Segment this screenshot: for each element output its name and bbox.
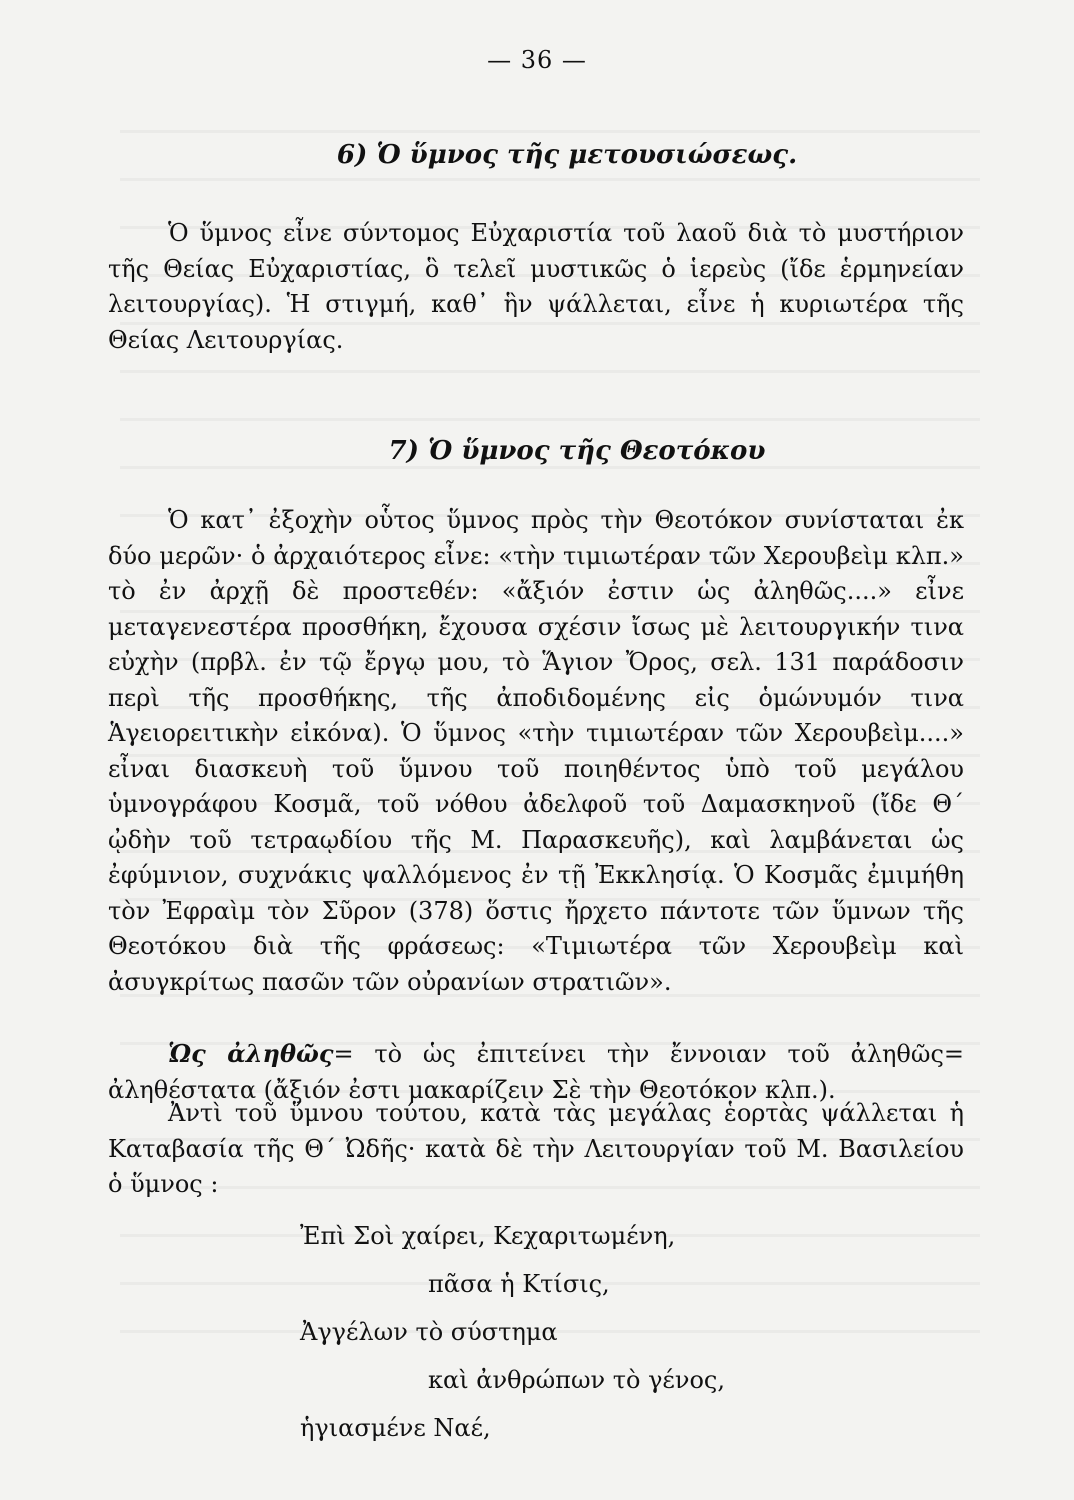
hymn-line: Ἐπὶ Σοὶ χαίρει, Κεχαριτωμένη, <box>300 1222 676 1250</box>
hymn-line: καὶ ἀνθρώπων τὸ γένος, <box>428 1366 725 1394</box>
section-6-paragraph: Ὁ ὕμνος εἶνε σύντομος Εὐχαριστία τοῦ λαοῦ διὰ τὸ μυστήριον τῆς Θείας Εὐχαριστίας, ὃ τελεῖ μυστικῶς ὁ ἱερεὺς (ἴδε ἑρμηνείαν λειτουργίας). Ἡ στιγμή, καθ᾿ ἣν ψάλλεται, εἶνε ἡ κυριωτέρα τῆς Θείας Λειτουργίας. <box>108 219 964 354</box>
katavasia-paragraph: Ἀντὶ τοῦ ὕμνου τούτου, κατὰ τὰς μεγάλας ἑορτὰς ψάλλεται ἡ Καταβασία τῆς Θ´ Ὠδῆς· κατὰ δὲ τὴν Λειτουργίαν τοῦ Μ. Βασιλείου ὁ ὕμνος : <box>108 1099 964 1198</box>
note-term: Ὡς ἀληθῶς <box>168 1039 334 1068</box>
page-number: — 36 — <box>487 46 587 74</box>
hymn-line: Ἀγγέλων τὸ σύστημα <box>300 1318 558 1346</box>
hymn-line: πᾶσα ἡ Κτίσις, <box>428 1270 610 1298</box>
hymn-line: ἡγιασμένε Ναέ, <box>300 1414 491 1442</box>
section-7-paragraph: Ὁ κατ᾿ ἐξοχὴν οὗτος ὕμνος πρὸς τὴν Θεοτόκον συνίσταται ἐκ δύο μερῶν· ὁ ἀρχαιότερος εἶνε: «τὴν τιμιωτέραν τῶν Χερουβεὶμ κλπ.» τὸ ἐν ἀρχῇ δὲ προστεθέν: «ἄξιόν ἐστιν ὡς ἀληθῶς....» εἶνε μεταγενεστέρα προσθήκη, ἔχουσα σχέσιν ἴσως μὲ λειτουργικήν τινα εὐχὴν (πρβλ. ἐν τῷ ἔργῳ μου, τὸ Ἅγιον Ὄρος, σελ. 131 παράδοσιν περὶ τῆς προσθήκης, τῆς ἀποδιδομένης εἰς ὁμώνυμόν τινα Ἁγειορειτικὴν εἰκόνα). Ὁ ὕμνος «τὴν τιμιωτέραν τῶν Χερουβεὶμ....» εἶναι διασκευὴ τοῦ ὕμνου τοῦ ποιηθέντος ὑπὸ τοῦ μεγάλου ὑμνογράφου Κοσμᾶ, τοῦ νόθου ἀδελφοῦ τοῦ Δαμασκηνοῦ (ἴδε Θ´ ᾠδὴν τοῦ τετραῳδίου τῆς Μ. Παρασκευῆς), καὶ λαμβάνεται ὡς ἐφύμνιον, συχνάκις ψαλλόμενος ἐν τῇ Ἐκκλησίᾳ. Ὁ Κοσμᾶς ἐμιμήθη τὸν Ἐφραὶμ τὸν Σῦρον (378) ὅστις ἤρχετο πάντοτε τῶν ὕμνων τῆς Θεοτόκου διὰ τῆς φράσεως: «Τιμιωτέρα τῶν Χερουβεὶμ καὶ ἀσυγκρίτως πασῶν τῶν οὐρανίων στρατιῶν». <box>108 506 964 996</box>
section-7-heading: 7) Ὁ ὕμνος τῆς Θεοτόκου <box>388 436 766 466</box>
section-6-heading: 6) Ὁ ὕμνος τῆς μετουσιώσεως. <box>336 140 798 170</box>
note-text: = τὸ ὡς ἐπιτείνει τὴν ἔννοιαν τοῦ ἀληθῶς= ἀληθέστατα (ἄξιόν ἐστι μακαρίζειν Σὲ τὴν Θεοτόκον κλπ.). <box>108 1040 965 1104</box>
